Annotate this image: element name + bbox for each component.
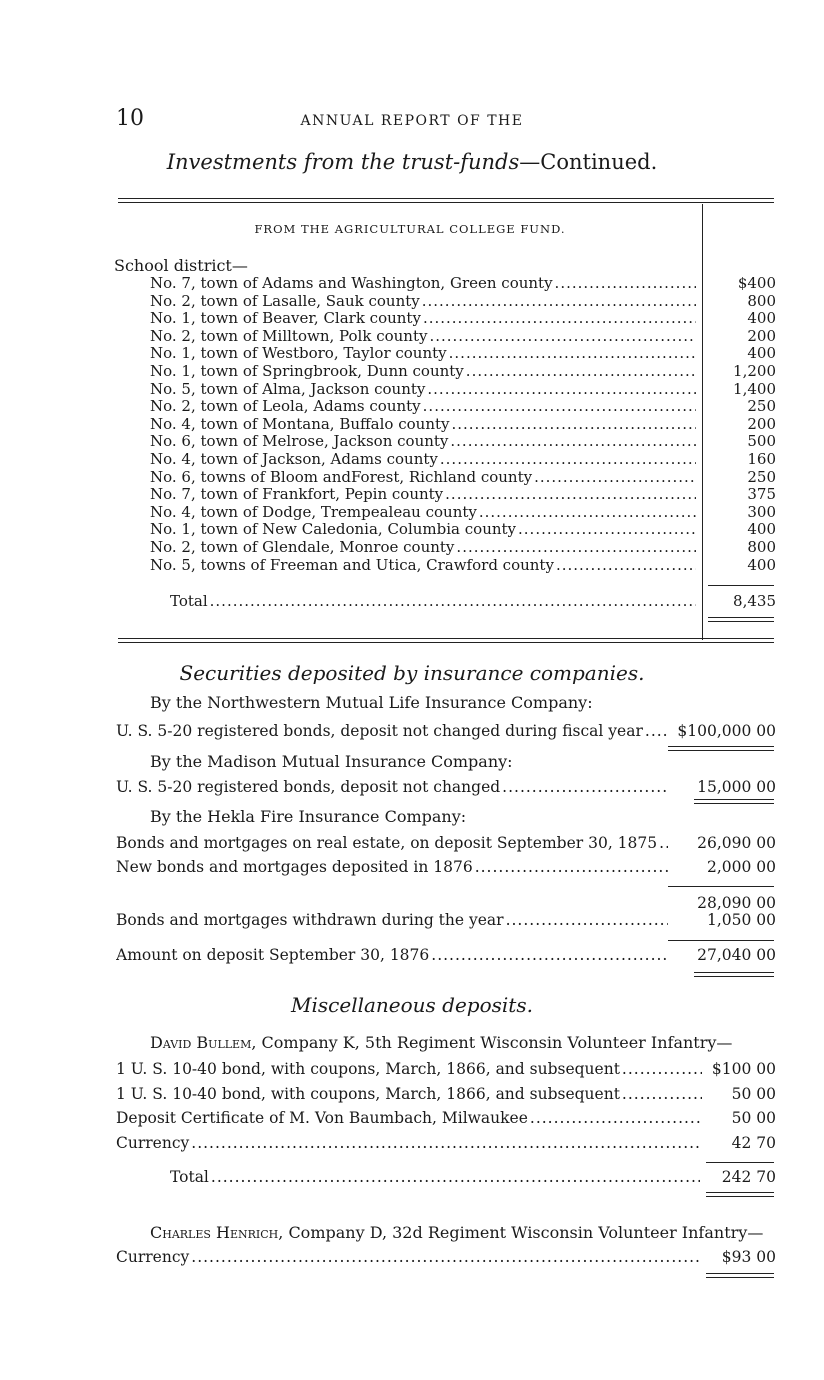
school-district-row: No. 2, town of Milltown, Polk county ..... bbox=[150, 327, 696, 345]
school-district-amount: 250 bbox=[747, 397, 776, 416]
school-district-row: No. 4, town of Jackson, Adams county ..... bbox=[150, 450, 696, 468]
bullem-row: Currency ..... bbox=[116, 1134, 702, 1152]
bullem-amount: 42 70 bbox=[731, 1133, 776, 1152]
school-district-row: No. 1, town of Westboro, Taylor county ..... bbox=[150, 344, 696, 362]
page-number: 10 bbox=[116, 106, 144, 131]
misc-heading: Miscellaneous deposits. bbox=[291, 993, 533, 1017]
bullem-total: 242 70 bbox=[721, 1168, 776, 1186]
school-district-row: No. 7, town of Frankfort, Pepin county ..... bbox=[150, 485, 696, 503]
school-district-amount: 1,200 bbox=[733, 362, 776, 380]
hekla-row-2: New bonds and mortgages deposited in 1876 ..... bbox=[116, 858, 668, 876]
madison-by: By the Madison Mutual Insurance Company: bbox=[150, 752, 513, 771]
school-district-row: No. 2, town of Lasalle, Sauk county ..... bbox=[150, 292, 696, 310]
bullem-amount: 50 00 bbox=[731, 1084, 776, 1103]
school-district-amount: 800 bbox=[747, 538, 776, 556]
table-top-rule bbox=[118, 198, 774, 199]
hekla-amount-rule bbox=[668, 940, 774, 941]
table-bottom-rule bbox=[118, 638, 774, 639]
school-district-row: No. 4, town of Montana, Buffalo county ..... bbox=[150, 415, 696, 433]
hekla-double-rule bbox=[694, 972, 774, 977]
school-district-amount: 200 bbox=[747, 414, 776, 433]
agri-total-amount: 8,435 bbox=[733, 592, 776, 610]
hekla-amount-2: 2,000 00 bbox=[706, 858, 776, 876]
total-rule bbox=[708, 585, 774, 586]
total-label: Total bbox=[170, 592, 208, 610]
school-district-amount: 400 bbox=[747, 344, 776, 363]
bullem-double-rule bbox=[706, 1192, 774, 1197]
bullem-total-row: Total ..... bbox=[170, 1168, 700, 1186]
bullem-row: Deposit Certificate of M. Von Baumbach, Milwaukee ..... bbox=[116, 1109, 702, 1127]
bullem-row: 1 U. S. 10-40 bond, with coupons, March, 1866, and subsequent ..... bbox=[116, 1085, 702, 1103]
northwestern-row: U. S. 5-20 registered bonds, deposit not changed during fiscal year ..... bbox=[116, 722, 668, 740]
school-district-row: No. 5, towns of Freeman and Utica, Crawford county ..... bbox=[150, 556, 696, 574]
henrich-amount: $93 00 bbox=[721, 1248, 776, 1266]
school-district-amount: 400 bbox=[747, 555, 776, 574]
total-double-rule bbox=[708, 617, 774, 622]
school-district-row: No. 1, town of Springbrook, Dunn county ..... bbox=[150, 362, 696, 380]
school-district-row: No. 1, town of Beaver, Clark county ..... bbox=[150, 309, 696, 327]
running-head: ANNUAL REPORT OF THE bbox=[300, 113, 524, 129]
hekla-row-4: Amount on deposit September 30, 1876 ..... bbox=[116, 946, 668, 964]
agri-total-row bbox=[170, 592, 696, 610]
title-rest: —Continued. bbox=[519, 150, 658, 174]
school-district-row: No. 2, town of Glendale, Monroe county ..... bbox=[150, 538, 696, 556]
school-district-label: School district— bbox=[114, 256, 248, 275]
table-top-rule-2 bbox=[118, 202, 774, 203]
table-bottom-rule-2 bbox=[118, 642, 774, 643]
bullem-total-rule bbox=[706, 1162, 774, 1163]
bullem-row: 1 U. S. 10-40 bond, with coupons, March, 1866, and subsequent ..... bbox=[116, 1060, 702, 1078]
school-district-amount: 800 bbox=[747, 291, 776, 310]
hekla-amount-4: 27,040 00 bbox=[697, 946, 776, 964]
bullem-amount: 50 00 bbox=[731, 1109, 776, 1127]
school-district-amount: 375 bbox=[747, 485, 776, 504]
school-district-amount: 250 bbox=[747, 467, 776, 486]
table-column-divider bbox=[702, 204, 703, 640]
school-district-amount: 400 bbox=[747, 309, 776, 328]
fund-heading: FROM THE AGRICULTURAL COLLEGE FUND. bbox=[254, 222, 566, 236]
school-district-row: No. 6, town of Melrose, Jackson county ..... bbox=[150, 432, 696, 450]
hekla-subtotal-rule bbox=[668, 886, 774, 887]
title-italic: Investments from the trust-funds bbox=[166, 150, 520, 174]
insurance-heading: Securities deposited by insurance companies. bbox=[179, 661, 645, 685]
bullem-heading: David Bullem, Company K, 5th Regiment Wisconsin Volunteer Infantry— bbox=[150, 1033, 733, 1052]
henrich-row: Currency ..... bbox=[116, 1248, 700, 1266]
hekla-amount-1: 26,090 00 bbox=[697, 834, 776, 852]
northwestern-double-rule bbox=[668, 746, 774, 751]
school-district-amount: 200 bbox=[747, 326, 776, 345]
school-district-amount: 300 bbox=[747, 502, 776, 521]
school-district-amount: 400 bbox=[747, 520, 776, 539]
northwestern-by: By the Northwestern Mutual Life Insurance Company: bbox=[150, 693, 593, 712]
madison-amount: 15,000 00 bbox=[697, 778, 776, 796]
school-district-row: No. 1, town of New Caledonia, Columbia county ..... bbox=[150, 520, 696, 538]
bullem-amount: $100 00 bbox=[711, 1060, 776, 1078]
school-district-row: No. 5, town of Alma, Jackson county ..... bbox=[150, 380, 696, 398]
bullem-name: David Bullem bbox=[150, 1033, 252, 1052]
henrich-double-rule bbox=[706, 1273, 774, 1278]
hekla-row-1: Bonds and mortgages on real estate, on deposit September 30, 1875 ..... bbox=[116, 834, 668, 852]
hekla-row-3: Bonds and mortgages withdrawn during the year ..... bbox=[116, 911, 668, 929]
northwestern-amount: $100,000 00 bbox=[677, 722, 776, 740]
hekla-by: By the Hekla Fire Insurance Company: bbox=[150, 807, 467, 826]
hekla-amount-3: 1,050 00 bbox=[706, 911, 776, 929]
school-district-amount: 500 bbox=[747, 432, 776, 451]
school-district-row: No. 2, town of Leola, Adams county ..... bbox=[150, 397, 696, 415]
school-district-amount: $400 bbox=[737, 274, 776, 292]
hekla-subtotal: 28,090 00 bbox=[697, 894, 776, 912]
school-district-row: No. 7, town of Adams and Washington, Green county ..... bbox=[150, 274, 696, 292]
madison-row: U. S. 5-20 registered bonds, deposit not changed ..... bbox=[116, 778, 668, 796]
henrich-name: Charles Henrich bbox=[150, 1223, 279, 1242]
school-district-amount: 1,400 bbox=[733, 379, 776, 398]
page-title bbox=[0, 150, 824, 174]
henrich-heading: Charles Henrich, Company D, 32d Regiment Wisconsin Volunteer Infantry— bbox=[150, 1223, 764, 1242]
school-district-row: No. 6, towns of Bloom andForest, Richland county ..... bbox=[150, 468, 696, 486]
madison-double-rule bbox=[694, 799, 774, 804]
school-district-row: No. 4, town of Dodge, Trempealeau county ..... bbox=[150, 503, 696, 521]
school-district-amount: 160 bbox=[747, 450, 776, 468]
